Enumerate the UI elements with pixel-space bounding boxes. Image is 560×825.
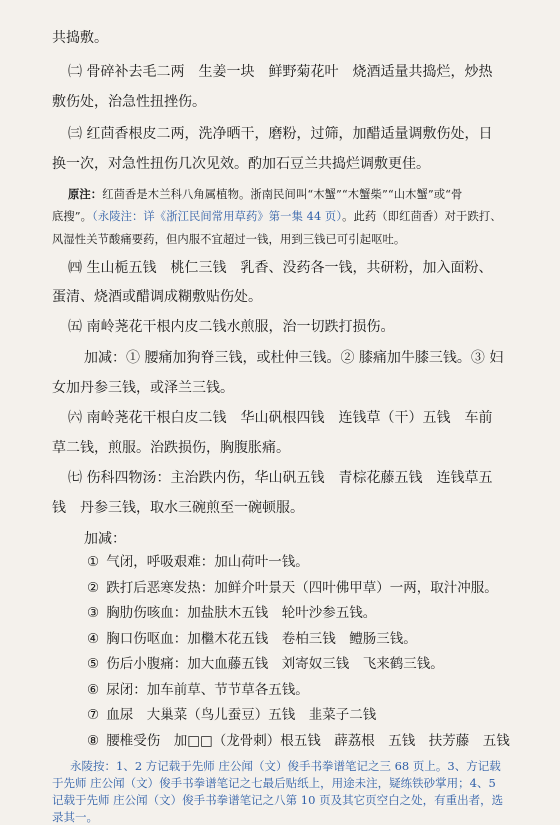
editor-note: （永陵注：详《浙江民间常用草药》第一集 44 页） xyxy=(92,210,343,223)
item-number: ② xyxy=(86,579,100,596)
item-number: ⑥ xyxy=(86,681,100,698)
item-text: 血尿 大巢菜（鸟儿蚕豆）五钱 韭菜子二钱 xyxy=(106,707,377,723)
text-line: 蛋清、烧酒或醋调成糊敷贴伤处。 xyxy=(52,289,262,305)
text-line: ㈥ 南岭荛花干根白皮二钱 华山矾根四钱 连钱草（干）五钱 车前 xyxy=(68,410,493,426)
item-text: 跌打后恶寒发热：加鲜介叶景天（四叶佛甲草）一两，取汁冲服。 xyxy=(106,579,498,596)
text-line: 钱 丹参三钱，取水三碗煎至一碗顿服。 xyxy=(52,500,304,516)
note-text: 底搜”。 xyxy=(52,210,93,223)
item-text: 胸肋伤咳血：加盐肤木五钱 轮叶沙参五钱。 xyxy=(106,605,377,621)
list-item xyxy=(84,654,538,674)
footnote-line: 于先师 庄公闻（文）俊手书拳谱笔记之七最后贴纸上，用途未注，疑练铁砂掌用；4、5 xyxy=(52,776,496,790)
list-item xyxy=(84,705,538,725)
item-text: 胸口伤呕血：加檵木花五钱 卷柏三钱 鳢肠三钱。 xyxy=(106,630,417,647)
item-number: ⑧ xyxy=(86,732,100,749)
text-line: 共捣敷。 xyxy=(52,30,108,46)
footnote-line: 录其一。 xyxy=(52,810,98,824)
item-number: ⑦ xyxy=(86,707,100,723)
item-number: ③ xyxy=(86,605,100,621)
item-number: ⑤ xyxy=(86,656,100,672)
text-line: 加减：① 腰痛加狗脊三钱，或杜仲三钱。② 膝痛加牛膝三钱。③ 妇 xyxy=(84,350,504,366)
item-text: 气闭，呼吸艰难：加山荷叶一钱。 xyxy=(106,554,309,570)
text-line: 敷伤处，治急性扭挫伤。 xyxy=(52,94,206,110)
note-label: 原注： xyxy=(68,187,103,201)
item-text: 腰椎受伤 加□□（龙骨刺）根五钱 薜荔根 五钱 扶芳藤 五钱 xyxy=(102,732,510,749)
text-line: ㈦ 伤科四物汤：主治跌内伤，华山矾五钱 青棕花藤五钱 连钱草五 xyxy=(68,470,493,486)
text-line: 加减： xyxy=(84,531,126,547)
footnote-line: 记载于先师 庄公闻（文）俊手书拳谱笔记之八第 10 页及其它页空白之处，有重出者，选 xyxy=(52,793,504,807)
list-item xyxy=(84,603,538,623)
text-line: ㈢ 红茴香根皮二两，洗净晒干，磨粉，过筛，加醋适量调敷伤处，日 xyxy=(68,126,493,142)
item-text: 伤后小腹痛：加大血藤五钱 刘寄奴三钱 飞来鹤三钱。 xyxy=(106,656,444,672)
list-item xyxy=(84,680,538,700)
item-number: ④ xyxy=(86,630,100,647)
list-item xyxy=(84,578,538,598)
list-item xyxy=(84,731,538,751)
note-text: 。此药（即红茴香）对于跌打、 xyxy=(342,210,502,223)
item-text: 尿闭：加车前草、节节草各五钱。 xyxy=(106,681,309,698)
text-line: ㈣ 生山栀五钱 桃仁三钱 乳香、没药各一钱，共研粉，加入面粉、 xyxy=(68,260,493,276)
footnote-line: 永陵按：1、2 方记载于先师 庄公闻（文）俊手书拳谱笔记之三 68 页上。3、方记载 xyxy=(70,759,501,773)
list-item xyxy=(84,629,538,649)
note-text: 红茴香是木兰科八角属植物。浙南民间叫“木蟹”“木蟹柴”“山木蟹”或“骨 xyxy=(102,188,463,201)
text-line: 女加丹参三钱，或泽兰三钱。 xyxy=(52,380,234,396)
note-line xyxy=(68,184,538,205)
list-item xyxy=(84,552,538,572)
text-line: ㈡ 骨碎补去毛二两 生姜一块 鲜野菊花叶 烧酒适量共捣烂，炒热 xyxy=(68,64,493,80)
text-line: ㈤ 南岭荛花干根内皮二钱水煎服，治一切跌打损伤。 xyxy=(68,319,395,335)
note-line xyxy=(52,207,538,227)
item-number: ① xyxy=(86,554,100,570)
text-line: 换一次，对急性扭伤几次见效。酌加石豆兰共捣烂调敷更佳。 xyxy=(52,156,430,172)
text-line: 草二钱，煎服。治跌损伤，胸腹胀痛。 xyxy=(52,440,290,456)
note-line: 风湿性关节酸痛要药，但内服不宜超过一钱，用到三钱已可引起呕吐。 xyxy=(52,233,406,246)
